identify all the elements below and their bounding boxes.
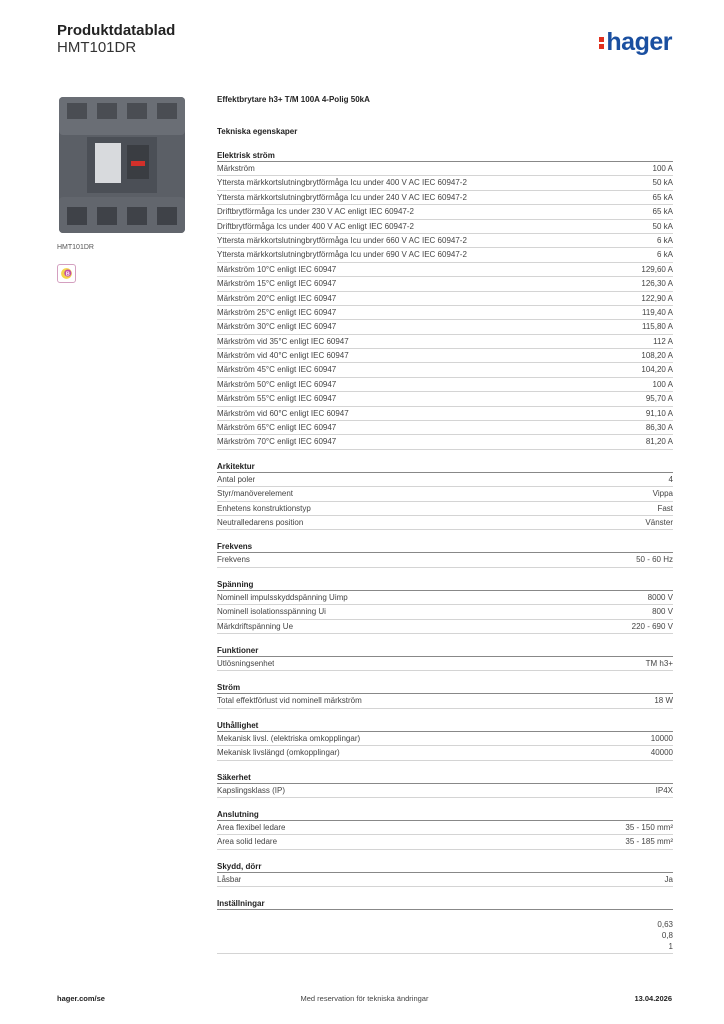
- spec-value: 35 - 185 mm²: [625, 837, 673, 847]
- eco-label-icon: [57, 264, 76, 283]
- spec-row: [217, 277, 673, 291]
- spec-value: 18 W: [654, 696, 673, 706]
- spec-value: 100 A: [652, 164, 673, 173]
- spec-label: Area flexibel ledare: [217, 822, 286, 832]
- spec-row: [217, 694, 673, 708]
- spec-label: Yttersta märkkortslutningbrytförmåga Icu under 240 V AC IEC 60947-2: [217, 192, 467, 202]
- spec-row: [217, 605, 673, 619]
- settings-group: [217, 898, 673, 954]
- spec-label: Märkström 50°C enligt IEC 60947: [217, 379, 337, 389]
- spec-label: Area solid ledare: [217, 837, 278, 847]
- group-title: Ström: [217, 682, 673, 694]
- spec-label: Märkström vid 35°C enligt IEC 60947: [217, 336, 349, 346]
- group-title: Funktioner: [217, 645, 673, 657]
- spec-label: Mekanisk livslängd (omkopplingar): [217, 748, 340, 758]
- spec-label: Märkström 25°C enligt IEC 60947: [217, 307, 337, 317]
- footer-date: 13.04.2026: [634, 994, 672, 1003]
- spec-group: [217, 150, 673, 450]
- spec-label: Märkström 15°C enligt IEC 60947: [217, 279, 337, 289]
- group-title: Arkitektur: [217, 461, 673, 473]
- footer-disclaimer: Med reservation för tekniska ändringar: [300, 994, 429, 1003]
- spec-label: Märkström 70°C enligt IEC 60947: [217, 437, 337, 447]
- group-title: Anslutning: [217, 809, 673, 821]
- spec-row: [217, 873, 673, 887]
- spec-label: Märkström 45°C enligt IEC 60947: [217, 365, 337, 375]
- circuit-breaker-image: [57, 95, 187, 235]
- spec-label: Antal poler: [217, 474, 256, 484]
- spec-row: [217, 292, 673, 306]
- spec-value: 10000: [650, 733, 673, 743]
- settings-value: 0,8: [661, 931, 673, 941]
- spec-row: [217, 435, 673, 449]
- spec-value: 112 A: [653, 336, 673, 346]
- spec-row: [217, 378, 673, 392]
- spec-value: 4: [668, 474, 673, 484]
- svg-text:B: B: [65, 271, 70, 278]
- spec-group: [217, 682, 673, 708]
- settings-values: [217, 910, 673, 954]
- group-title: Skydd, dörr: [217, 861, 673, 873]
- logo-dots-icon: [599, 35, 604, 51]
- spec-label: Utlösningsenhet: [217, 658, 275, 668]
- settings-value: 1: [668, 942, 673, 952]
- spec-groups: [217, 150, 673, 887]
- spec-label: Märkström 30°C enligt IEC 60947: [217, 322, 337, 332]
- product-name: Effektbrytare h3+ T/M 100A 4-Polig 50kA: [217, 95, 370, 104]
- spec-label: Total effektförlust vid nominell märkström: [217, 696, 362, 706]
- spec-label: Låsbar: [217, 874, 242, 884]
- spec-value: Fast: [657, 503, 673, 513]
- spec-group: [217, 861, 673, 887]
- spec-value: 220 - 690 V: [631, 621, 673, 631]
- spec-value: 81,20 A: [645, 437, 673, 447]
- spec-label: Märkström 20°C enligt IEC 60947: [217, 293, 337, 303]
- document-header: [57, 22, 175, 56]
- spec-row: [217, 248, 673, 262]
- spec-row: [217, 263, 673, 277]
- spec-value: 95,70 A: [645, 394, 673, 404]
- settings-title: Inställningar: [217, 898, 673, 910]
- spec-row: [217, 502, 673, 516]
- spec-label: Yttersta märkkortslutningbrytförmåga Icu under 690 V AC IEC 60947-2: [217, 250, 467, 260]
- logo-text: hager: [606, 28, 672, 56]
- spec-label: Nominell isolationsspänning Ui: [217, 607, 326, 617]
- spec-row: [217, 320, 673, 334]
- group-title: Frekvens: [217, 541, 673, 553]
- spec-row: [217, 784, 673, 798]
- spec-value: 122,90 A: [641, 293, 673, 303]
- spec-row: [217, 591, 673, 605]
- spec-value: 115,80 A: [642, 322, 673, 332]
- spec-row: [217, 220, 673, 234]
- spec-row: [217, 191, 673, 205]
- spec-row: [217, 162, 673, 176]
- spec-value: 40000: [650, 748, 673, 758]
- spec-row: [217, 335, 673, 349]
- spec-label: Driftbrytförmåga Ics under 230 V AC enligt IEC 60947-2: [217, 207, 414, 217]
- footer-website-link[interactable]: hager.com/se: [57, 994, 105, 1003]
- spec-group: [217, 809, 673, 850]
- group-title: Uthållighet: [217, 720, 673, 732]
- spec-group: [217, 579, 673, 634]
- hager-logo: [599, 28, 672, 57]
- spec-row: [217, 234, 673, 248]
- spec-row: [217, 746, 673, 760]
- spec-value: 100 A: [652, 379, 673, 389]
- spec-label: Mekanisk livsl. (elektriska omkopplingar): [217, 733, 361, 743]
- spec-label: Märkström 10°C enligt IEC 60947: [217, 264, 337, 274]
- spec-label: Märkström 65°C enligt IEC 60947: [217, 423, 337, 433]
- spec-row: [217, 205, 673, 219]
- group-title: Spänning: [217, 579, 673, 591]
- spec-value: 6 kA: [656, 235, 673, 245]
- spec-value: TM h3+: [645, 658, 673, 668]
- spec-row: [217, 516, 673, 530]
- spec-row: [217, 657, 673, 671]
- spec-group: [217, 645, 673, 671]
- spec-row: [217, 363, 673, 377]
- spec-value: 104,20 A: [641, 365, 673, 375]
- spec-value: Ja: [664, 874, 673, 884]
- spec-value: 8000 V: [647, 592, 673, 602]
- section-heading: Tekniska egenskaper: [217, 127, 298, 136]
- spec-label: Yttersta märkkortslutningbrytförmåga Icu under 660 V AC IEC 60947-2: [217, 235, 467, 245]
- spec-row: [217, 392, 673, 406]
- spec-value: 129,60 A: [641, 264, 673, 274]
- spec-value: 6 kA: [656, 250, 673, 260]
- spec-row: [217, 407, 673, 421]
- spec-value: 800 V: [652, 607, 673, 617]
- spec-value: 126,30 A: [641, 279, 673, 289]
- spec-label: Frekvens: [217, 555, 250, 565]
- spec-label: Yttersta märkkortslutningbrytförmåga Icu under 400 V AC IEC 60947-2: [217, 178, 467, 188]
- spec-row: [217, 349, 673, 363]
- spec-label: Enhetens konstruktionstyp: [217, 503, 311, 513]
- spec-row: [217, 553, 673, 567]
- spec-group: [217, 720, 673, 761]
- group-title: Elektrisk ström: [217, 150, 673, 162]
- spec-value: 91,10 A: [645, 408, 673, 418]
- spec-value: Vänster: [645, 517, 673, 527]
- spec-row: [217, 821, 673, 835]
- spec-row: [217, 835, 673, 849]
- spec-label: Märkström: [217, 164, 255, 173]
- spec-label: Märkström vid 60°C enligt IEC 60947: [217, 408, 349, 418]
- spec-value: 50 kA: [652, 178, 673, 188]
- document-title: Produktdatablad: [57, 22, 176, 39]
- spec-row: [217, 620, 673, 634]
- spec-value: 65 kA: [652, 192, 673, 202]
- spec-row: [217, 306, 673, 320]
- spec-group: [217, 461, 673, 531]
- spec-row: [217, 176, 673, 190]
- spec-value: IP4X: [655, 785, 673, 795]
- spec-label: Styr/manöverelement: [217, 489, 294, 499]
- spec-label: Märkström 55°C enligt IEC 60947: [217, 394, 337, 404]
- group-title: Säkerhet: [217, 772, 673, 784]
- spec-row: [217, 732, 673, 746]
- spec-content: [217, 95, 673, 965]
- spec-value: 86,30 A: [645, 423, 673, 433]
- spec-value: 50 kA: [652, 221, 673, 231]
- spec-value: 65 kA: [652, 207, 673, 217]
- spec-row: [217, 421, 673, 435]
- spec-group: [217, 772, 673, 798]
- spec-label: Märkström vid 40°C enligt IEC 60947: [217, 351, 349, 361]
- spec-label: Nominell impulsskyddspänning Uimp: [217, 592, 348, 602]
- spec-value: 50 - 60 Hz: [636, 555, 673, 565]
- image-caption: HMT101DR: [57, 244, 94, 251]
- spec-label: Märkdriftspänning Ue: [217, 621, 294, 631]
- spec-value: Vippa: [652, 489, 673, 499]
- spec-label: Neutralledarens position: [217, 517, 304, 527]
- spec-value: 108,20 A: [641, 351, 673, 361]
- settings-value: 0,63: [657, 920, 673, 930]
- spec-value: 119,40 A: [642, 307, 673, 317]
- spec-row: [217, 487, 673, 501]
- spec-group: [217, 541, 673, 567]
- spec-value: 35 - 150 mm²: [625, 822, 673, 832]
- product-code: HMT101DR: [57, 39, 137, 56]
- spec-label: Kapslingsklass (IP): [217, 785, 286, 795]
- spec-label: Driftbrytförmåga Ics under 400 V AC enligt IEC 60947-2: [217, 221, 414, 231]
- spec-row: [217, 473, 673, 487]
